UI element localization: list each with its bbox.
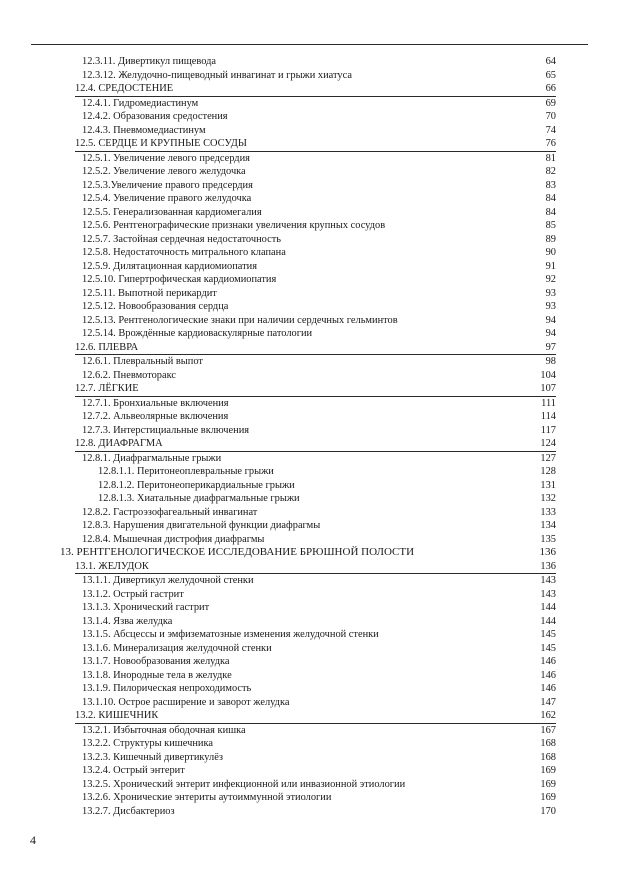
toc-entry-page: 94 xyxy=(545,314,556,326)
toc-entry-page: 90 xyxy=(545,247,556,258)
toc-entry-page: 94 xyxy=(545,328,556,339)
toc-entry-page: 170 xyxy=(540,805,556,817)
toc-entry-page: 145 xyxy=(540,629,556,640)
header-rule xyxy=(31,44,588,45)
toc-entry-row xyxy=(60,588,556,602)
toc-entry-title: 13.1.6. Минерализация желудочной стенки xyxy=(82,642,272,654)
toc-entry-title: 12.5.4. Увеличение правого желудочка xyxy=(82,193,252,204)
toc-entry-title: 12.8.1.2. Перитонеоперикардиальные грыжи xyxy=(98,479,295,491)
toc-entry-page: 146 xyxy=(540,683,556,694)
toc-entry-page: 169 xyxy=(540,765,556,776)
toc-entry-row xyxy=(60,300,556,314)
toc-entry-row xyxy=(60,601,556,615)
toc-entry-page: 81 xyxy=(545,152,556,164)
toc-entry-title: 13.1.3. Хронический гастрит xyxy=(82,602,210,613)
toc-entry-page: 136 xyxy=(539,546,556,558)
toc-entry-row xyxy=(60,669,556,683)
toc-entry-title: 12.4.2. Образования средостения xyxy=(82,111,228,122)
toc-entry-title: 12.5.1. Увеличение левого предсердия xyxy=(82,152,250,164)
toc-entry-row xyxy=(60,97,556,111)
toc-entry-row xyxy=(60,628,556,642)
toc-entry-page: 65 xyxy=(545,69,556,81)
toc-entry-page: 146 xyxy=(540,669,556,681)
toc-entry-title: 12.8.1.1. Перитонеоплевральные грыжи xyxy=(98,466,274,477)
toc-entry-title: 13. РЕНТГЕНОЛОГИЧЕСКОЕ ИССЛЕДОВАНИЕ БРЮШНОЙ ПОЛОСТИ xyxy=(60,546,415,558)
toc-entry-row xyxy=(60,327,556,341)
toc-entry-row xyxy=(60,69,556,83)
toc-entry-title: 13.2. КИШЕЧНИК xyxy=(75,710,159,721)
toc-entry-page: 84 xyxy=(545,206,556,218)
toc-entry-page: 97 xyxy=(545,341,556,353)
toc-entry-title: 12.5.12. Новообразования сердца xyxy=(82,301,229,312)
toc-entry-title: 13.1. ЖЕЛУДОК xyxy=(75,560,149,572)
toc-entry-title: 12.4.3. Пневмомедиастинум xyxy=(82,124,206,136)
toc-entry-row xyxy=(60,124,556,138)
toc-entry-page: 127 xyxy=(540,452,556,464)
toc-section-row xyxy=(75,341,556,356)
toc-entry-row xyxy=(60,152,556,166)
toc-section-row xyxy=(75,560,556,575)
toc-entry-row xyxy=(60,655,556,669)
toc-entry-row xyxy=(60,682,556,696)
toc-entry-page: 92 xyxy=(545,274,556,285)
toc-entry-title: 12.5.13. Рентгенологические знаки при наличии сердечных гельминтов xyxy=(82,314,398,326)
toc-entry-title: 12.5.7. Застойная сердечная недостаточность xyxy=(82,233,281,245)
toc-entry-page: 131 xyxy=(540,479,556,491)
toc-entry-page: 84 xyxy=(545,193,556,204)
page-number: 4 xyxy=(30,833,36,847)
toc-entry-title: 12.8.2. Гастроэзофагеальный инвагинат xyxy=(82,506,258,518)
toc-entry-page: 91 xyxy=(545,260,556,272)
toc-entry-page: 93 xyxy=(545,287,556,299)
toc-entry-title: 12.8. ДИАФРАГМА xyxy=(75,438,163,449)
toc-entry-title: 13.2.4. Острый энтерит xyxy=(82,765,185,776)
toc-entry-title: 13.1.9. Пилорическая непроходимость xyxy=(82,683,252,694)
toc-entry-title: 12.8.4. Мышечная дистрофия диафрагмы xyxy=(82,533,265,545)
toc-entry-row xyxy=(60,519,556,533)
toc-entry-page: 133 xyxy=(540,506,556,518)
toc-entry-row xyxy=(60,696,556,710)
toc-entry-page: 64 xyxy=(545,56,556,67)
toc-entry-title: 12.5.5. Генерализованная кардиомегалия xyxy=(82,206,262,218)
toc-entry-page: 83 xyxy=(545,179,556,191)
toc-entry-title: 12.7. ЛЁГКИЕ xyxy=(75,383,139,394)
toc-entry-page: 85 xyxy=(545,220,556,231)
toc-entry-row xyxy=(60,778,556,792)
toc-entry-title: 13.2.5. Хронический энтерит инфекционной или инвазионной этиологии xyxy=(82,778,406,790)
toc-entry-page: 162 xyxy=(540,710,556,721)
toc-entry-row xyxy=(60,287,556,301)
toc-entry-page: 124 xyxy=(540,438,556,449)
toc-entry-page: 136 xyxy=(540,560,556,572)
toc-section-row xyxy=(75,382,556,397)
toc-entry-title: 12.4. СРЕДОСТЕНИЕ xyxy=(75,83,174,94)
toc-entry-title: 12.5.8. Недостаточность митрального клапана xyxy=(82,247,286,258)
toc-entry-page: 93 xyxy=(545,301,556,312)
toc-entry-row xyxy=(60,751,556,765)
toc-entry-title: 12.5.3.Увеличение правого предсердия xyxy=(82,179,253,191)
toc-entry-title: 13.1.4. Язва желудка xyxy=(82,615,173,627)
toc-entry-page: 98 xyxy=(545,356,556,367)
toc-entry-page: 143 xyxy=(540,588,556,600)
toc-entry-title: 12.5.2. Увеличение левого желудочка xyxy=(82,166,246,177)
toc-entry-title: 12.5.11. Выпотной перикардит xyxy=(82,287,217,299)
toc-entry-title: 12.7.3. Интерстициальные включения xyxy=(82,424,250,436)
toc-entry-title: 12.3.12. Желудочно-пищеводный инвагинат и грыжи хиатуса xyxy=(82,69,352,81)
toc-entry-row xyxy=(60,273,556,287)
toc-entry-page: 107 xyxy=(540,383,556,394)
toc-entry-page: 145 xyxy=(540,642,556,654)
toc-entry-page: 167 xyxy=(540,724,556,736)
toc-entry-title: 13.1.5. Абсцессы и эмфизематозные изменения желудочной стенки xyxy=(82,629,379,640)
toc-entry-title: 12.5.10. Гипертрофическая кардиомиопатия xyxy=(82,274,277,285)
toc-entry-page: 114 xyxy=(540,411,556,422)
toc-entry-title: 13.1.8. Инородные тела в желудке xyxy=(82,669,232,681)
toc-entry-page: 76 xyxy=(545,138,556,149)
toc-entry-title: 12.5. СЕРДЦЕ И КРУПНЫЕ СОСУДЫ xyxy=(75,138,247,149)
toc-section-row xyxy=(75,709,556,724)
toc-entry-page: 144 xyxy=(540,602,556,613)
toc-entry-row xyxy=(60,452,556,466)
toc-entry-row xyxy=(60,179,556,193)
toc-entry-page: 168 xyxy=(540,738,556,749)
toc-entry-row xyxy=(60,314,556,328)
toc-entry-row xyxy=(60,533,556,547)
toc-entry-row xyxy=(60,737,556,751)
toc-entry-page: 144 xyxy=(540,615,556,627)
toc-entry-row xyxy=(60,355,556,369)
toc-entry-title: 12.3.11. Дивертикул пищевода xyxy=(82,56,217,67)
toc-entry-row xyxy=(60,397,556,411)
toc-entry-row xyxy=(60,642,556,656)
toc-entry-row xyxy=(60,260,556,274)
toc-entry-row xyxy=(60,424,556,438)
toc-entry-row xyxy=(60,233,556,247)
toc-entry-title: 12.7.2. Альвеолярные включения xyxy=(82,411,229,422)
toc-entry-title: 13.1.1. Дивертикул желудочной стенки xyxy=(82,575,254,586)
toc-entry-title: 13.2.3. Кишечный дивертикулёз xyxy=(82,751,223,763)
toc-entry-page: 147 xyxy=(540,696,556,708)
toc-entry-title: 12.8.1.3. Хиатальные диафрагмальные грыжи xyxy=(98,493,300,504)
toc-entry-page: 82 xyxy=(545,166,556,177)
toc-entry-page: 168 xyxy=(540,751,556,763)
toc-entry-page: 117 xyxy=(540,424,556,436)
toc-entry-page: 70 xyxy=(545,111,556,122)
toc-entry-row xyxy=(60,165,556,179)
toc-entry-title: 12.8.1. Диафрагмальные грыжи xyxy=(82,452,222,464)
toc-entry-page: 66 xyxy=(545,83,556,94)
toc-entry-page: 146 xyxy=(540,656,556,667)
toc-entry-row xyxy=(60,615,556,629)
toc-section-row xyxy=(75,82,556,97)
toc-entry-page: 134 xyxy=(540,520,556,531)
toc-entry-row xyxy=(60,791,556,805)
toc-entry-title: 13.1.10. Острое расширение и заворот желудка xyxy=(82,696,290,708)
toc-entry-row xyxy=(60,110,556,124)
toc-entry-title: 13.1.7. Новообразования желудка xyxy=(82,656,230,667)
toc-entry-page: 132 xyxy=(540,493,556,504)
toc-entry-row xyxy=(60,764,556,778)
toc-entry-title: 12.5.14. Врождённые кардиоваскулярные патологии xyxy=(82,328,313,339)
toc-entry-page: 169 xyxy=(540,792,556,803)
toc-entry-row xyxy=(60,506,556,520)
toc-entry-row xyxy=(60,410,556,424)
toc-entry-title: 12.6. ПЛЕВРА xyxy=(75,341,139,353)
toc-entry-title: 12.6.2. Пневмоторакс xyxy=(82,369,177,381)
toc-chapter-row xyxy=(60,546,556,560)
toc-entry-title: 12.5.9. Дилятационная кардиомиопатия xyxy=(82,260,258,272)
toc-entry-row xyxy=(60,465,556,479)
toc-entry-page: 74 xyxy=(545,124,556,136)
toc-entry-title: 12.6.1. Плевральный выпот xyxy=(82,356,203,367)
toc-entry-row xyxy=(60,574,556,588)
table-of-contents xyxy=(60,55,556,818)
toc-section-row xyxy=(75,137,556,152)
toc-entry-title: 13.2.1. Избыточная ободочная кишка xyxy=(82,724,246,736)
toc-entry-row xyxy=(60,805,556,819)
toc-entry-row xyxy=(60,246,556,260)
toc-entry-page: 143 xyxy=(540,575,556,586)
toc-entry-page: 69 xyxy=(545,97,556,109)
toc-entry-page: 89 xyxy=(545,233,556,245)
toc-entry-row xyxy=(60,492,556,506)
toc-entry-row xyxy=(60,206,556,220)
toc-section-row xyxy=(75,437,556,452)
toc-entry-title: 13.2.7. Дисбактериоз xyxy=(82,805,175,817)
toc-entry-title: 12.7.1. Бронхиальные включения xyxy=(82,397,229,409)
toc-entry-title: 12.8.3. Нарушения двигательной функции диафрагмы xyxy=(82,520,321,531)
toc-entry-page: 111 xyxy=(541,397,556,409)
toc-entry-title: 13.2.6. Хронические энтериты аутоиммунной этиологии xyxy=(82,792,332,803)
toc-entry-row xyxy=(60,479,556,493)
toc-entry-title: 12.5.6. Рентгенографические признаки увеличения крупных сосудов xyxy=(82,220,386,231)
toc-entry-title: 12.4.1. Гидромедиастинум xyxy=(82,97,199,109)
toc-entry-page: 104 xyxy=(540,369,556,381)
toc-entry-row xyxy=(60,369,556,383)
toc-entry-row xyxy=(60,219,556,233)
toc-entry-row xyxy=(60,192,556,206)
toc-entry-title: 13.1.2. Острый гастрит xyxy=(82,588,184,600)
toc-entry-row xyxy=(60,55,556,69)
toc-entry-page: 128 xyxy=(540,466,556,477)
toc-entry-page: 169 xyxy=(540,778,556,790)
toc-entry-title: 13.2.2. Структуры кишечника xyxy=(82,738,213,749)
toc-entry-row xyxy=(60,724,556,738)
toc-entry-page: 135 xyxy=(540,533,556,545)
